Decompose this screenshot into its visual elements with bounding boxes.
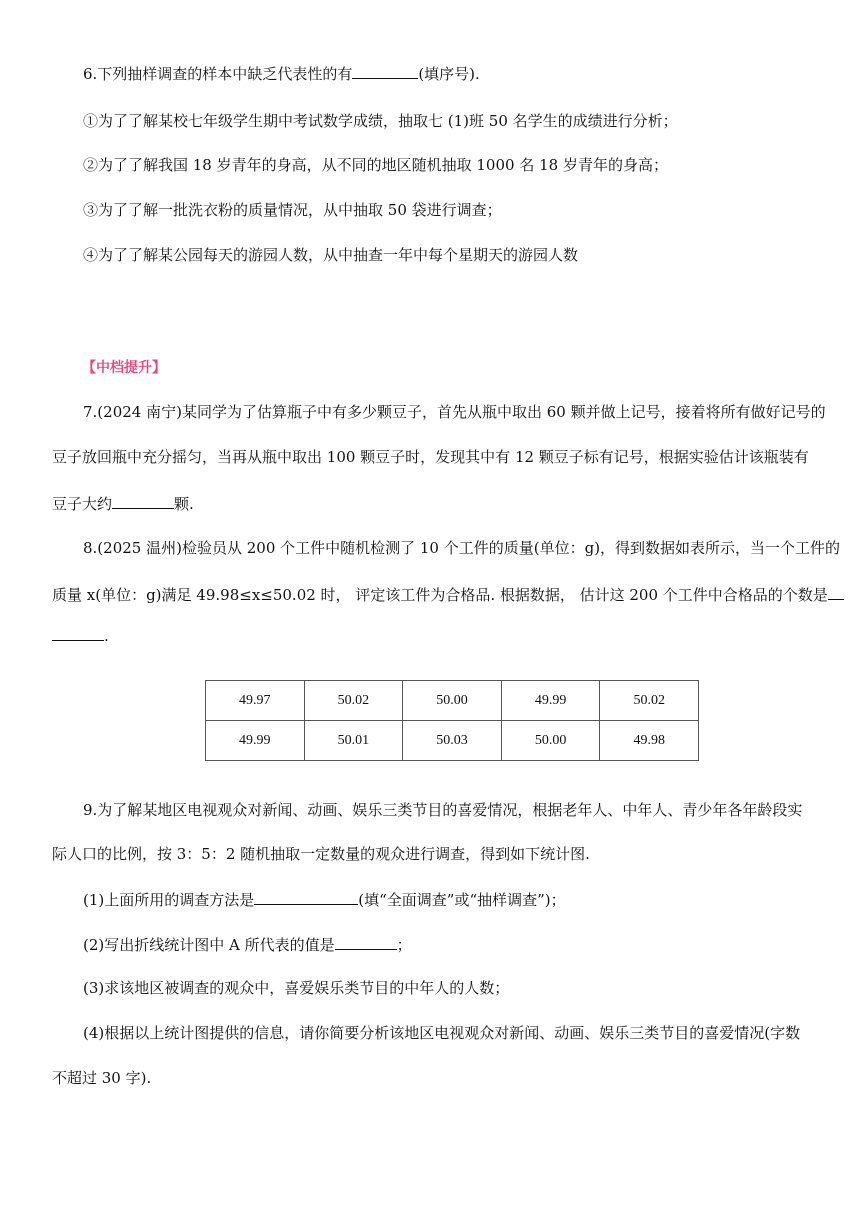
q8-line-3-suffix: . [104, 627, 109, 645]
q6-option-2: ②为了了解我国 18 岁青年的身高，从不同的地区随机抽取 1000 名 18 岁青年的身高； [83, 156, 668, 174]
q7-line-3 [52, 492, 194, 514]
table-cell: 50.02 [600, 681, 699, 721]
table-cell: 49.97 [206, 681, 305, 721]
q6-stem-text: 6.下列抽样调查的样本中缺乏代表性的有 [83, 65, 353, 83]
q7-answer-blank[interactable] [112, 492, 174, 509]
table-cell: 49.99 [501, 681, 600, 721]
table-cell: 50.00 [501, 721, 600, 761]
q9-sub-2-suffix: ； [396, 936, 412, 954]
q7-line-3-suffix: 颗. [174, 495, 194, 513]
q7-line-3-text: 豆子大约 [52, 495, 113, 513]
table-cell: 50.02 [304, 681, 403, 721]
table-row [206, 721, 699, 761]
q6-answer-blank[interactable] [352, 62, 418, 79]
q8-line-1: 8.(2025 温州)检验员从 200 个工件中随机检测了 10 个工件的质量(单位：g)，得到数据如表所示，当一个工件的 [83, 539, 841, 557]
q6-option-1: ①为了了解某校七年级学生期中考试数学成绩，抽取七 (1)班 50 名学生的成绩进行分析； [83, 112, 678, 130]
table-cell: 50.01 [304, 721, 403, 761]
q9-sub-1-text: (1)上面所用的调查方法是 [83, 891, 255, 909]
q9-sub-2-text: (2)写出折线统计图中 A 所代表的值是 [83, 936, 335, 954]
table-cell: 49.98 [600, 721, 699, 761]
table-cell: 49.99 [206, 721, 305, 761]
q9-sub-1 [83, 888, 566, 910]
q8-line-2-text: 质量 x(单位：g)满足 49.98≤x≤50.02 时， 评定该工件为合格品. 根据数据， 估计这 200 个工件中合格品的个数是 [52, 586, 828, 604]
q9-sub-1-answer-blank[interactable] [254, 888, 358, 905]
q8-line-3 [52, 624, 109, 646]
table-row [206, 681, 699, 721]
q9-line-1: 9.为了解某地区电视观众对新闻、动画、娱乐三类节目的喜爱情况，根据老年人、中年人、青少年各年龄段实 [83, 801, 803, 819]
q6-option-3: ③为了了解一批洗衣粉的质量情况，从中抽取 50 袋进行调查； [83, 201, 502, 219]
q9-sub-1-suffix: (填“全面调查”或“抽样调查”)； [358, 891, 566, 909]
table-cell: 50.03 [403, 721, 502, 761]
q7-line-1: 7.(2024 南宁)某同学为了估算瓶子中有多少颗豆子，首先从瓶中取出 60 颗并做上记号，接着将所有做好记号的 [83, 403, 826, 421]
table-cell: 50.00 [403, 681, 502, 721]
q6-stem [83, 62, 480, 84]
q9-sub-3: (3)求该地区被调查的观众中，喜爱娱乐类节目的中年人的人数； [83, 979, 510, 997]
q6-option-4: ④为了了解某公园每天的游园人数，从中抽查一年中每个星期天的游园人数 [83, 246, 579, 264]
q9-line-2: 际人口的比例，按 3：5：2 随机抽取一定数量的观众进行调查，得到如下统计图. [52, 845, 590, 863]
q9-sub-4-line-1: (4)根据以上统计图提供的信息，请你简要分析该地区电视观众对新闻、动画、娱乐三类节目的喜爱情况(字数 [83, 1024, 801, 1042]
q9-sub-4-line-2: 不超过 30 字). [52, 1069, 152, 1087]
q8-data-table [205, 680, 699, 761]
q9-sub-2 [83, 933, 412, 955]
q8-answer-blank-start[interactable] [828, 583, 844, 600]
q7-line-2: 豆子放回瓶中充分摇匀，当再从瓶中取出 100 颗豆子时，发现其中有 12 颗豆子标有记号，根据实验估计该瓶装有 [52, 448, 809, 466]
q6-stem-suffix: (填序号). [418, 65, 480, 83]
q8-line-2 [52, 583, 844, 605]
section-title: 【中档提升】 [82, 360, 166, 376]
q9-sub-2-answer-blank[interactable] [335, 933, 397, 950]
q8-answer-blank-end[interactable] [52, 624, 104, 641]
